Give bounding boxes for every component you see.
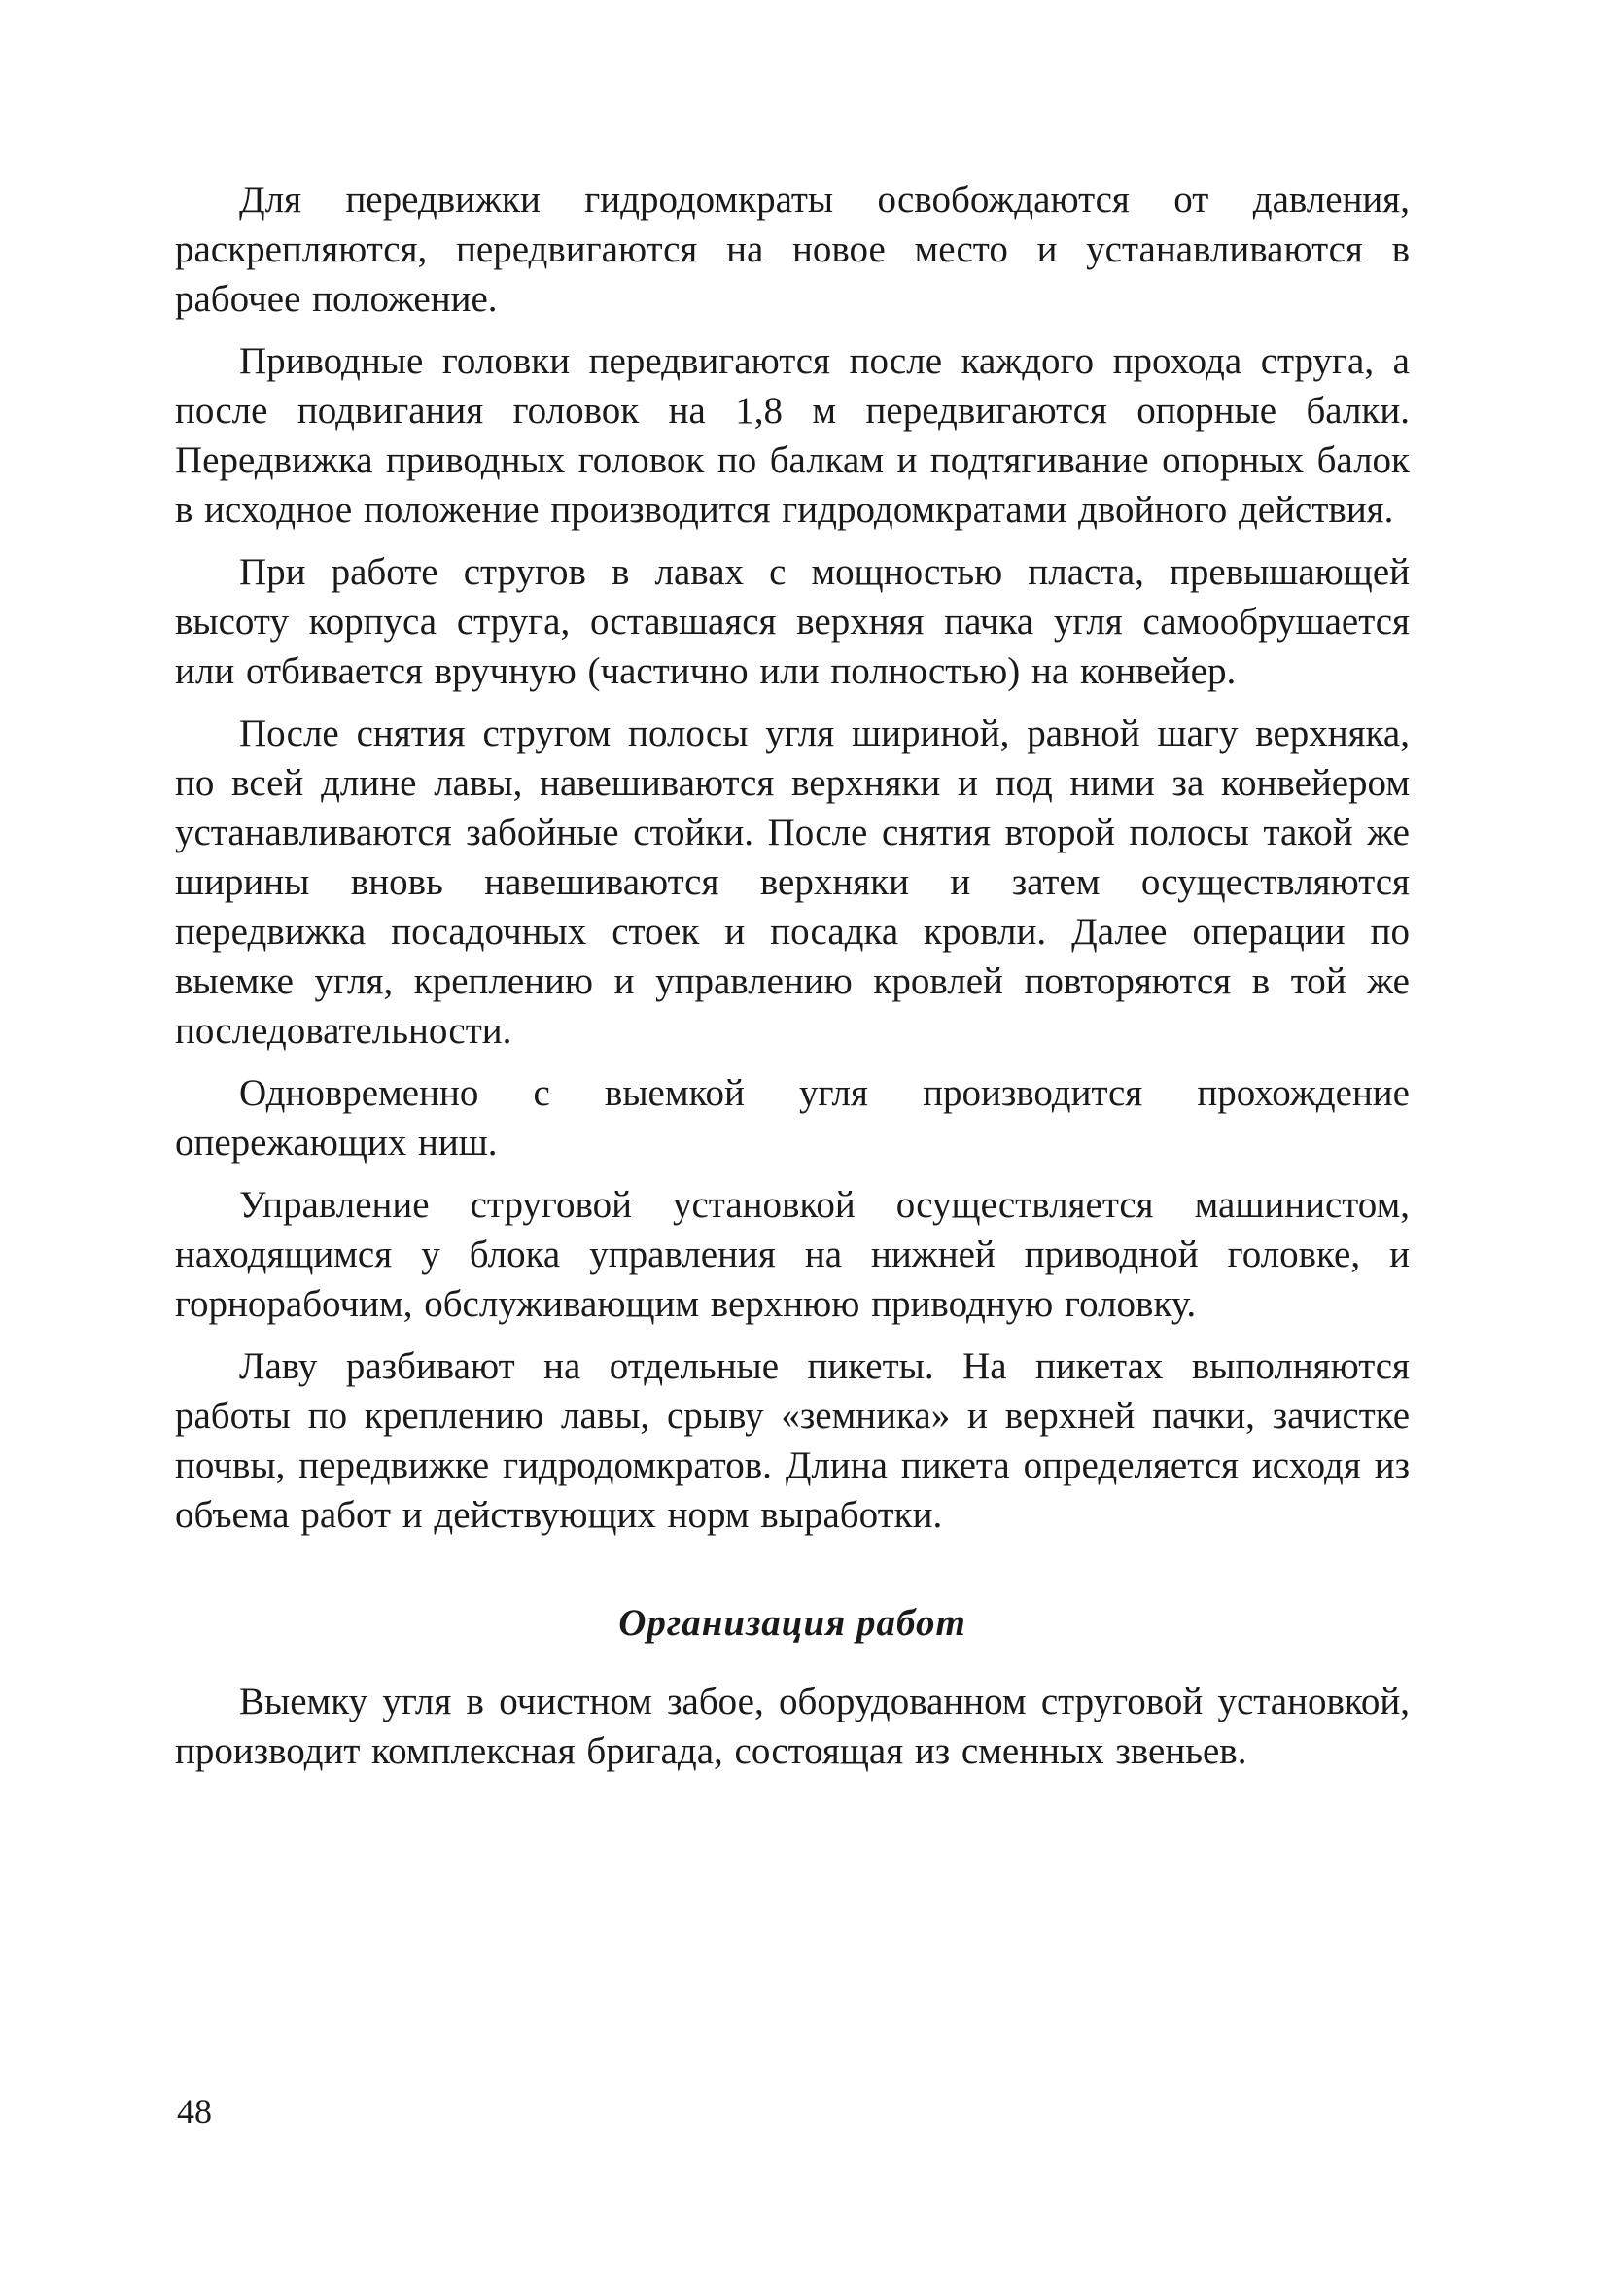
section-heading: Организация работ: [618, 1602, 966, 1644]
paragraph-roof-support: После снятия стругом полосы угля шириной, равной шагу верхняка, по всей длине лавы, навешиваются верхняки и под ними за конвейером устанавливаются забойные стойки. После снятия второй полосы такой же ширины вновь навешиваются верхняки и затем осуществляются передвижка посадочных стоек и посадка кровли. Далее операции по выемке угля, креплению и управлению кровлей повторяются в той же последовательности.: [175, 713, 1410, 1052]
paragraph-control: Управление струговой установкой осуществляется машинистом, находящимся у блока управления на нижней приводной головке, и горнорабочим, обслуживающим верхнюю приводную головку.: [175, 1184, 1410, 1325]
page-number: 48: [177, 2092, 212, 2131]
body-text: [175, 175, 1410, 1789]
paragraph-jack-relocation: Для передвижки гидродомкраты освобождаются от давления, раскрепляются, передвигаются на новое место и устанавливаются в рабочее положение.: [175, 179, 1410, 320]
paragraph-pickets: Лаву разбивают на отдельные пикеты. На пикетах выполняются работы по креплению лавы, срыву «земника» и верхней пачки, зачистке почвы, передвижке гидродомкратов. Длина пикета определяется исходя из объема работ и действующих норм выработки.: [175, 1345, 1410, 1536]
paragraph-brigade: Выемку угля в очистном забое, оборудованном струговой установкой, производит комплексная бригада, состоящая из сменных звеньев.: [175, 1681, 1410, 1772]
paragraph-drive-heads: Приводные головки передвигаются после каждого прохода струга, а после подвигания головок на 1,8 м передвигаются опорные балки. Передвижка приводных головок по балкам и подтягивание опорных балок в исходное положение производится гидродомкратами двойного действия.: [175, 340, 1410, 531]
paragraph-niches: Одновременно с выемкой угля производится прохождение опережающих ниш.: [175, 1072, 1410, 1164]
paragraph-upper-layer: При работе стругов в лавах с мощностью пласта, превышающей высоту корпуса струга, оставшаяся верхняя пачка угля самообрушается или отбивается вручную (частично или полностью) на конвейер.: [175, 551, 1410, 692]
